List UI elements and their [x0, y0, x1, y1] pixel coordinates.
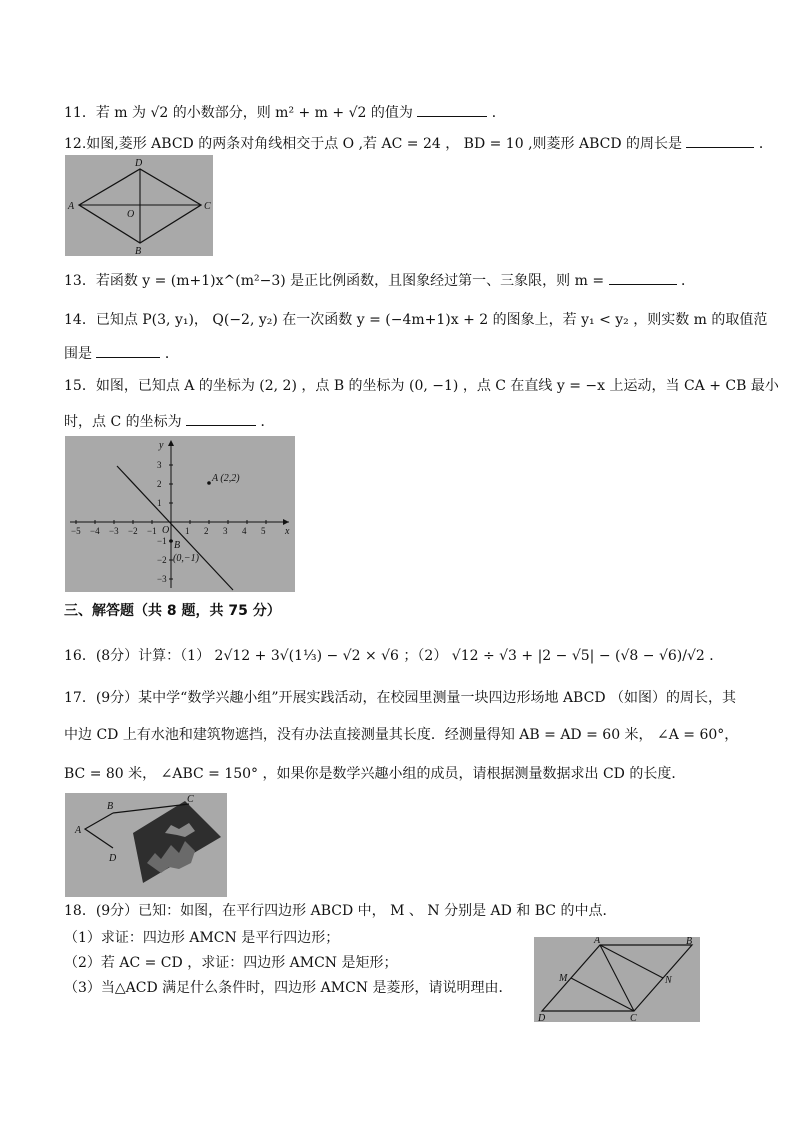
- question-15-text2: 时，点 C 的坐标为: [64, 414, 182, 430]
- question-18-part1: （1）求证：四边形 AMCN 是平行四边形；: [64, 930, 340, 946]
- answer-blank-15[interactable]: [186, 411, 256, 426]
- point-b-label: B: [174, 540, 181, 551]
- label-a: A: [75, 825, 82, 836]
- question-14-text: 14．已知点 P(3, y₁)， Q(−2, y₂) 在一次函数 y = (−4m+1)x + 2 的图象上，若 y₁ < y₂ ，则实数 m 的取值范: [64, 312, 768, 328]
- question-14-end: ．: [164, 346, 179, 362]
- question-16: [64, 646, 723, 666]
- pond-building-block: [133, 801, 221, 883]
- point-b: [169, 539, 173, 543]
- question-14-cont: [64, 343, 179, 364]
- label-c: C: [204, 201, 211, 212]
- y-tick-label: 3: [157, 460, 162, 470]
- y-tick-label: −1: [157, 536, 167, 546]
- coordinate-figure: [65, 436, 295, 592]
- label-c: C: [187, 794, 194, 805]
- question-14: [64, 310, 767, 330]
- axis-x-label: x: [285, 526, 290, 537]
- question-15-cont: [64, 411, 275, 432]
- sides-ab-ad: [85, 813, 113, 848]
- label-b: B: [135, 246, 142, 256]
- label-m: M: [559, 973, 568, 984]
- x-tick-label: 5: [261, 526, 266, 536]
- question-18-line1: 18．(9分）已知：如图，在平行四边形 ABCD 中， M 、 N 分别是 AD 和 BC 的中点．: [64, 903, 617, 919]
- point-b-coord: (0,−1): [173, 553, 199, 564]
- label-n: N: [665, 975, 672, 986]
- x-tick-label: 2: [204, 526, 209, 536]
- label-a: A: [594, 937, 601, 946]
- axis-y-label: y: [159, 440, 164, 451]
- label-b: B: [686, 937, 693, 947]
- y-axis-arrow: [168, 440, 174, 446]
- point-a-label: A (2,2): [212, 473, 240, 484]
- diagonal-ac: [600, 945, 634, 1011]
- x-tick-label: −2: [128, 526, 138, 536]
- question-13-end: ．: [680, 273, 695, 289]
- x-tick-label: 4: [242, 526, 247, 536]
- label-d: D: [538, 1013, 546, 1022]
- question-13-text: 13．若函数 y = (m+1)x^(m²−3) 是正比例函数，且图象经过第一、三象限，则 m =: [64, 273, 605, 289]
- question-18-part3: （3）当△ACD 满足什么条件时，四边形 AMCN 是菱形，请说明理由．: [64, 980, 513, 996]
- point-a: [207, 481, 211, 485]
- y-tick-label: 1: [157, 498, 162, 508]
- y-tick-label: −3: [157, 574, 167, 584]
- question-14-text2: 围是: [64, 346, 92, 362]
- origin-label: O: [162, 525, 170, 536]
- question-15-end: ．: [260, 414, 275, 430]
- question-13: [64, 270, 695, 291]
- answer-blank-12[interactable]: [686, 133, 754, 148]
- x-tick-label: 1: [185, 526, 190, 536]
- y-tick-label: −2: [157, 555, 167, 565]
- label-b: B: [107, 801, 114, 812]
- label-c: C: [630, 1013, 637, 1022]
- rhombus-figure: [65, 155, 213, 256]
- label-o: O: [127, 209, 135, 220]
- question-15-text: 15．如图，已知点 A 的坐标为 (2, 2) ，点 B 的坐标为 (0, −1) ，点 C 在直线 y = −x 上运动，当 CA + CB 最小: [64, 378, 779, 394]
- x-tick-label: −3: [109, 526, 119, 536]
- question-18-part2: （2）若 AC = CD ，求证：四边形 AMCN 是矩形；: [64, 955, 398, 971]
- question-16-text: 16．(8分）计算：（1） 2√12 + 3√(1⅓) − √2 × √6 ；（2） √12 ÷ √3 + |2 − √5| − (√8 − √6)/√2 ．: [64, 648, 724, 664]
- question-12-text: 12.如图,菱形 ABCD 的两条对角线相交于点 O ,若 AC = 24 ， BD = 10 ,则菱形 ABCD 的周长是: [64, 136, 683, 152]
- x-tick-label: −5: [71, 526, 81, 536]
- label-d: D: [109, 853, 117, 864]
- question-17-line2: 中边 CD 上有水池和建筑物遮挡，没有办法直接测量其长度．经测量得知 AB = AD = 60 米， ∠A = 60°，: [64, 727, 739, 743]
- segment-mc: [571, 978, 634, 1011]
- label-a: A: [68, 201, 75, 212]
- question-17-line1: 17．(9分）某中学“数学兴趣小组”开展实践活动，在校园里测量一块四边形场地 ABCD （如图）的周长，其: [64, 690, 736, 706]
- question-15: [64, 376, 779, 396]
- answer-blank-14[interactable]: [96, 343, 160, 358]
- y-tick-label: 2: [157, 479, 162, 489]
- answer-blank-13[interactable]: [609, 270, 677, 285]
- x-tick-label: −4: [90, 526, 100, 536]
- question-11-text: 11．若 m 为 √2 的小数部分，则 m² + m + √2 的值为: [64, 105, 413, 121]
- question-11-end: ．: [491, 105, 506, 121]
- question-12-end: ．: [758, 136, 773, 152]
- x-axis-arrow: [283, 519, 289, 525]
- answer-blank-11[interactable]: [417, 102, 487, 117]
- segment-an: [600, 945, 663, 978]
- x-tick-label: −1: [147, 526, 157, 536]
- section-3-title: 三、解答题（共 8 题，共 75 分）: [64, 603, 281, 619]
- label-d: D: [135, 158, 143, 169]
- parallelogram-figure: [534, 937, 700, 1022]
- question-12: [64, 133, 773, 154]
- question-11: [64, 102, 506, 123]
- x-tick-label: 3: [223, 526, 228, 536]
- question-17-line3: BC = 80 米， ∠ABC = 150° ，如果你是数学兴趣小组的成员，请根据测量数据求出 CD 的长度．: [64, 766, 686, 782]
- quadrilateral-figure: [65, 793, 227, 897]
